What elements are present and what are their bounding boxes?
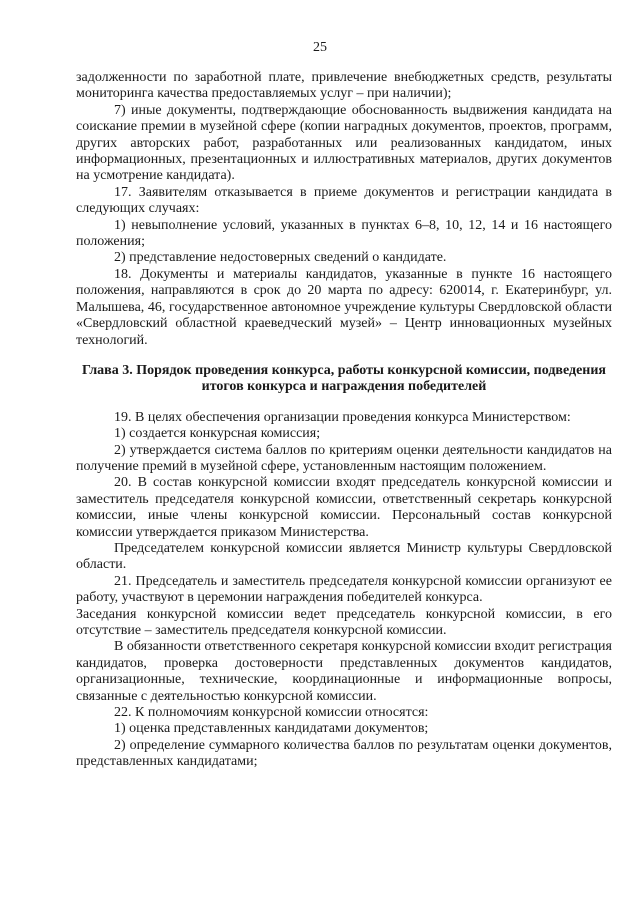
paragraph: Заседания конкурсной комиссии ведет председатель конкурсной комиссии, в его отсутствие – заместитель председателя конкурсной комиссии. [76, 606, 612, 638]
paragraph: 1) создается конкурсная комиссия; [114, 426, 321, 442]
paragraph: 7) иные документы, подтверждающие обоснованность выдвижения кандидата на соискание премии в музейной сфере (копии наградных документов, проектов, программ, других авторских работ, разработанных или реализованных кандидатом, иных информационных, презентационных и иллюстративных материалов, других документов на усмотрение кандидата). [76, 102, 612, 184]
paragraph: 18. Документы и материалы кандидатов, указанные в пункте 16 настоящего положения, направляются в срок до 20 марта по адресу: 620014, г. Екатеринбург, ул. Малышева, 46, государственное автономное учреждение культуры Свердловской области «Свердловский областной краеведческий музей» – Центр инновационных музейных технологий. [76, 266, 612, 348]
paragraph: задолженности по заработной плате, привлечение внебюджетных средств, результаты мониторинга качества предоставляемых услуг – при наличии); [76, 70, 612, 102]
paragraph: 1) невыполнение условий, указанных в пунктах 6–8, 10, 12, 14 и 16 настоящего положения; [76, 217, 612, 250]
paragraph: 21. Председатель и заместитель председателя конкурсной комиссии организуют ее работу, участвуют в церемонии награждения победителей конкурса. [76, 573, 612, 606]
paragraph: 20. В состав конкурсной комиссии входят председатель конкурсной комиссии и заместитель председателя конкурсной комиссии, ответственный секретарь конкурсной комиссии, иные члены конкурсной комиссии. Персональный состав конкурсной комиссии утверждается приказом Министерства. [76, 475, 612, 540]
paragraph: 19. В целях обеспечения организации проведения конкурса Министерством: [114, 409, 571, 425]
spacer [76, 396, 612, 410]
spacer [76, 349, 612, 363]
document-body [76, 70, 612, 771]
paragraph: Председателем конкурсной комиссии является Министр культуры Свердловской области. [76, 540, 612, 573]
chapter-heading: Глава 3. Порядок проведения конкурса, работы конкурсной комиссии, подведения итогов конкурса и награждения победителей [81, 362, 606, 395]
paragraph: 22. К полномочиям конкурсной комиссии относятся: [114, 705, 429, 721]
paragraph: В обязанности ответственного секретаря конкурсной комиссии входит регистрация кандидатов, проверка достоверности представленных документов кандидатов, организационные, технические, координационные и информационные вопросы, связанные с деятельностью конкурсной комиссии. [76, 639, 612, 704]
paragraph: 1) оценка представленных кандидатами документов; [114, 721, 429, 737]
paragraph: 2) представление недостоверных сведений о кандидате. [114, 250, 447, 266]
paragraph: 17. Заявителям отказывается в приеме документов и регистрации кандидата в следующих случаях: [76, 184, 612, 217]
page-number: 25 [313, 40, 327, 55]
paragraph: 2) утверждается система баллов по критериям оценки деятельности кандидатов на получение премий в музейной сфере, установленным настоящим положением. [76, 442, 612, 474]
paragraph: 2) определение суммарного количества баллов по результатам оценки документов, представленных кандидатами; [76, 737, 612, 770]
